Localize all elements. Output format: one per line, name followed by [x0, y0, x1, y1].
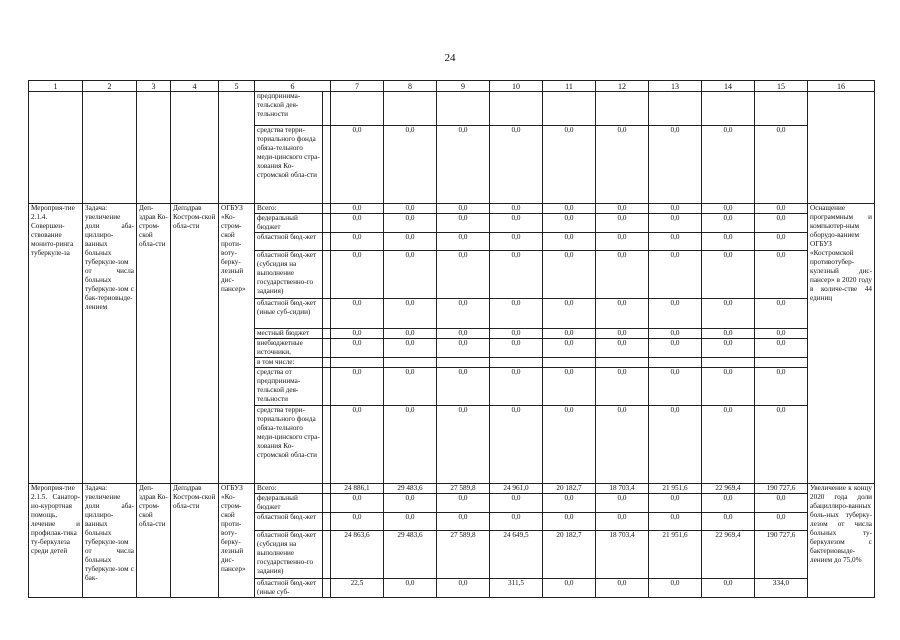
- amount-cell: 0,0: [384, 233, 437, 251]
- amount-cell: [437, 358, 490, 368]
- amount-cell: 0,0: [649, 513, 702, 531]
- amount-cell: 0,0: [437, 513, 490, 531]
- amount-cell: [490, 358, 543, 368]
- amount-cell: 0,0: [490, 251, 543, 299]
- amount-cell: 0,0: [755, 513, 808, 531]
- amount-cell: 0,0: [649, 299, 702, 329]
- column-number: 4: [171, 81, 219, 92]
- amount-cell: 0,0: [596, 494, 649, 513]
- amount-cell: 0,0: [331, 204, 384, 214]
- amount-cell: 0,0: [490, 204, 543, 214]
- amount-cell: 0,0: [490, 368, 543, 406]
- amount-cell: 0,0: [649, 406, 702, 484]
- measure-name: Мероприя-тие 2.1.4. Совершен-ствование монито-ринга туберкуле-за: [29, 204, 83, 484]
- amount-cell: 334,0: [755, 579, 808, 598]
- funding-source: областной бюд-жет (иные суб-сидии): [255, 299, 323, 329]
- amount-cell: 0,0: [437, 126, 490, 204]
- amount-cell: 0,0: [755, 299, 808, 329]
- amount-cell: 0,0: [331, 214, 384, 233]
- amount-cell: 190 727,6: [755, 531, 808, 579]
- amount-cell: [702, 92, 755, 126]
- measure-name: Мероприя-тие 2.1.5. Санатор-но-курортная помощь, лечение и профилак-тика ту-беркулеза среди детей: [29, 484, 83, 598]
- expected-result: [808, 92, 875, 204]
- amount-cell: 0,0: [755, 251, 808, 299]
- amount-cell: 0,0: [702, 494, 755, 513]
- amount-cell: 0,0: [702, 233, 755, 251]
- column-number: 8: [384, 81, 437, 92]
- task-description: [83, 92, 137, 204]
- amount-cell: 0,0: [596, 406, 649, 484]
- funding-source: местный бюджет: [255, 329, 323, 339]
- spacer-cell: [323, 329, 331, 339]
- amount-cell: 0,0: [596, 126, 649, 204]
- amount-cell: 0,0: [331, 233, 384, 251]
- amount-cell: [543, 92, 596, 126]
- table-row: [29, 484, 875, 494]
- amount-cell: 0,0: [755, 126, 808, 204]
- amount-cell: 0,0: [543, 579, 596, 598]
- amount-cell: 0,0: [384, 513, 437, 531]
- amount-cell: 0,0: [437, 579, 490, 598]
- funding-source: средства от предпринима-тельской дея-тельности: [255, 368, 323, 406]
- spacer-cell: [323, 494, 331, 513]
- amount-cell: 0,0: [755, 204, 808, 214]
- amount-cell: 0,0: [384, 406, 437, 484]
- column-number: 14: [702, 81, 755, 92]
- participant: ОГБУЗ «Ко-стром-ской проти-воту-берку-лезный дис-пансер»: [219, 204, 255, 484]
- funding-source: федеральный бюджет: [255, 214, 323, 233]
- co-executor: Депздрав Костром-ской обла-сти: [171, 204, 219, 484]
- amount-cell: [490, 92, 543, 126]
- task-description: Задача: увеличение доли аба-циллиро-ванных больных туберкуле-зом от числа больных туберкуле-зом с бак-: [83, 484, 137, 598]
- amount-cell: 0,0: [755, 494, 808, 513]
- amount-cell: [649, 92, 702, 126]
- amount-cell: 0,0: [331, 513, 384, 531]
- column-number: 3: [137, 81, 171, 92]
- amount-cell: 0,0: [490, 494, 543, 513]
- amount-cell: 0,0: [702, 214, 755, 233]
- amount-cell: 0,0: [437, 251, 490, 299]
- table-row: [29, 204, 875, 214]
- amount-cell: 0,0: [702, 339, 755, 358]
- amount-cell: 0,0: [596, 579, 649, 598]
- amount-cell: 27 589,8: [437, 531, 490, 579]
- amount-cell: 0,0: [437, 214, 490, 233]
- amount-cell: 0,0: [649, 368, 702, 406]
- amount-cell: 22,5: [331, 579, 384, 598]
- amount-cell: 22 969,4: [702, 484, 755, 494]
- co-executor: [171, 92, 219, 204]
- amount-cell: 24 863,6: [331, 531, 384, 579]
- responsible-executor: Деп-здрав Ко-стром-ской обла-сти: [137, 204, 171, 484]
- amount-cell: 27 589,8: [437, 484, 490, 494]
- amount-cell: 22 969,4: [702, 531, 755, 579]
- amount-cell: 0,0: [702, 299, 755, 329]
- column-number: 16: [808, 81, 875, 92]
- amount-cell: 0,0: [702, 579, 755, 598]
- amount-cell: 0,0: [755, 233, 808, 251]
- amount-cell: 0,0: [437, 233, 490, 251]
- spacer-cell: [323, 358, 331, 368]
- funding-source: внебюджетные источники,: [255, 339, 323, 358]
- column-number: 5: [219, 81, 255, 92]
- amount-cell: 0,0: [331, 339, 384, 358]
- amount-cell: 0,0: [649, 204, 702, 214]
- amount-cell: 0,0: [384, 579, 437, 598]
- amount-cell: 0,0: [437, 204, 490, 214]
- amount-cell: 0,0: [490, 126, 543, 204]
- column-number: 1: [29, 81, 83, 92]
- amount-cell: [596, 358, 649, 368]
- amount-cell: 0,0: [384, 368, 437, 406]
- amount-cell: 0,0: [437, 406, 490, 484]
- amount-cell: 0,0: [755, 339, 808, 358]
- amount-cell: 0,0: [331, 299, 384, 329]
- amount-cell: 0,0: [702, 368, 755, 406]
- amount-cell: 0,0: [543, 251, 596, 299]
- spacer-cell: [323, 214, 331, 233]
- budget-table: [28, 80, 875, 598]
- spacer-cell: [323, 484, 331, 494]
- amount-cell: 0,0: [331, 368, 384, 406]
- amount-cell: 190 727,6: [755, 484, 808, 494]
- amount-cell: 0,0: [490, 329, 543, 339]
- amount-cell: 0,0: [543, 329, 596, 339]
- funding-source: предпринима-тельской дея-тельности: [255, 92, 323, 126]
- amount-cell: 0,0: [702, 126, 755, 204]
- amount-cell: 0,0: [331, 406, 384, 484]
- spacer-cell: [323, 368, 331, 406]
- amount-cell: [384, 358, 437, 368]
- participant: ОГБУЗ «Ко-стром-ской проти-воту-берку-лезный дис-пансер»: [219, 484, 255, 598]
- amount-cell: 0,0: [543, 513, 596, 531]
- task-description: Задача: увеличение доли аба-циллиро-ванных больных туберкуле-зом от числа больных туберкуле-зом с бак-териовыде-лением: [83, 204, 137, 484]
- amount-cell: 0,0: [384, 494, 437, 513]
- amount-cell: 0,0: [755, 406, 808, 484]
- table-row: [29, 92, 875, 126]
- amount-cell: 0,0: [384, 299, 437, 329]
- column-number: 11: [543, 81, 596, 92]
- spacer-cell: [323, 233, 331, 251]
- amount-cell: 0,0: [543, 368, 596, 406]
- amount-cell: 29 483,6: [384, 531, 437, 579]
- column-number: 12: [596, 81, 649, 92]
- amount-cell: 0,0: [331, 329, 384, 339]
- funding-source: областной бюд-жет: [255, 513, 323, 531]
- amount-cell: 24 961,0: [490, 484, 543, 494]
- amount-cell: 0,0: [702, 406, 755, 484]
- spacer-cell: [323, 406, 331, 484]
- amount-cell: 0,0: [649, 329, 702, 339]
- amount-cell: 24 649,5: [490, 531, 543, 579]
- amount-cell: 0,0: [649, 233, 702, 251]
- column-number: 15: [755, 81, 808, 92]
- amount-cell: 311,5: [490, 579, 543, 598]
- amount-cell: 0,0: [384, 329, 437, 339]
- amount-cell: 0,0: [490, 406, 543, 484]
- amount-cell: 21 951,6: [649, 484, 702, 494]
- amount-cell: 0,0: [437, 494, 490, 513]
- amount-cell: 0,0: [649, 579, 702, 598]
- amount-cell: 20 182,7: [543, 484, 596, 494]
- funding-source: в том числе:: [255, 358, 323, 368]
- amount-cell: 0,0: [490, 339, 543, 358]
- amount-cell: [596, 92, 649, 126]
- amount-cell: 0,0: [596, 204, 649, 214]
- amount-cell: 0,0: [490, 299, 543, 329]
- spacer-cell: [323, 204, 331, 214]
- amount-cell: 0,0: [543, 204, 596, 214]
- spacer-cell: [323, 251, 331, 299]
- funding-source: Всего:: [255, 484, 323, 494]
- amount-cell: 0,0: [755, 329, 808, 339]
- funding-source: федеральный бюджет: [255, 494, 323, 513]
- amount-cell: 0,0: [490, 513, 543, 531]
- amount-cell: [755, 358, 808, 368]
- amount-cell: 0,0: [543, 299, 596, 329]
- column-number: 2: [83, 81, 137, 92]
- amount-cell: [331, 358, 384, 368]
- amount-cell: 0,0: [755, 368, 808, 406]
- expected-result: Увеличение к концу 2020 года доли абациллиро-ванных боль-ных туберку-лезом от числа больных ту-беркулезом с бактериовыде-лением до 75,0%: [808, 484, 875, 598]
- amount-cell: 18 703,4: [596, 484, 649, 494]
- amount-cell: 0,0: [331, 126, 384, 204]
- amount-cell: [331, 92, 384, 126]
- funding-source: областной бюд-жет (субсидия на выполнение государственно-го задания): [255, 531, 323, 579]
- amount-cell: 0,0: [384, 339, 437, 358]
- amount-cell: 0,0: [596, 233, 649, 251]
- amount-cell: 0,0: [490, 214, 543, 233]
- amount-cell: 0,0: [437, 368, 490, 406]
- amount-cell: [649, 358, 702, 368]
- spacer-cell: [323, 299, 331, 329]
- amount-cell: [702, 358, 755, 368]
- amount-cell: 0,0: [384, 214, 437, 233]
- amount-cell: [543, 358, 596, 368]
- amount-cell: 0,0: [596, 214, 649, 233]
- amount-cell: 0,0: [543, 494, 596, 513]
- column-number: 9: [437, 81, 490, 92]
- column-numbers-row: [29, 81, 875, 92]
- amount-cell: 0,0: [490, 233, 543, 251]
- spacer-cell: [323, 339, 331, 358]
- amount-cell: 20 182,7: [543, 531, 596, 579]
- amount-cell: 21 951,6: [649, 531, 702, 579]
- participant: [219, 92, 255, 204]
- funding-source: средства терри-ториального фонда обяза-тельного меди-цинского стра-хования Ко-стромской обла-сти: [255, 126, 323, 204]
- column-number: 7: [331, 81, 384, 92]
- funding-source: областной бюд-жет (иные суб-: [255, 579, 323, 598]
- spacer-cell: [323, 92, 331, 126]
- amount-cell: 29 483,6: [384, 484, 437, 494]
- spacer-cell: [323, 531, 331, 579]
- amount-cell: 0,0: [596, 513, 649, 531]
- amount-cell: 0,0: [331, 251, 384, 299]
- column-number: 6: [255, 81, 331, 92]
- amount-cell: 0,0: [649, 126, 702, 204]
- measure-name: [29, 92, 83, 204]
- responsible-executor: Деп-здрав Ко-стром-ской обла-сти: [137, 484, 171, 598]
- page-number: 24: [444, 52, 456, 64]
- amount-cell: 0,0: [437, 339, 490, 358]
- amount-cell: 0,0: [596, 329, 649, 339]
- amount-cell: 0,0: [649, 214, 702, 233]
- amount-cell: 18 703,4: [596, 531, 649, 579]
- amount-cell: 0,0: [649, 339, 702, 358]
- amount-cell: 0,0: [702, 251, 755, 299]
- column-number: 10: [490, 81, 543, 92]
- amount-cell: 0,0: [702, 513, 755, 531]
- responsible-executor: [137, 92, 171, 204]
- co-executor: Депздрав Костром-ской обла-сти: [171, 484, 219, 598]
- amount-cell: 0,0: [543, 406, 596, 484]
- amount-cell: 0,0: [702, 204, 755, 214]
- spacer-cell: [323, 513, 331, 531]
- expected-result: Оснащение программным и компьютер-ным оборудо-ванием ОГБУЗ «Костромской противотубер-кулезный дис-пансер» в 2020 году в количе-стве 44 единиц: [808, 204, 875, 484]
- funding-source: областной бюд-жет: [255, 233, 323, 251]
- amount-cell: 0,0: [384, 204, 437, 214]
- amount-cell: 0,0: [543, 339, 596, 358]
- spacer-cell: [323, 579, 331, 598]
- amount-cell: 0,0: [543, 214, 596, 233]
- amount-cell: 0,0: [596, 368, 649, 406]
- amount-cell: 0,0: [649, 251, 702, 299]
- amount-cell: 0,0: [543, 233, 596, 251]
- amount-cell: [384, 92, 437, 126]
- amount-cell: 0,0: [543, 126, 596, 204]
- amount-cell: 0,0: [702, 329, 755, 339]
- column-number: 13: [649, 81, 702, 92]
- amount-cell: 0,0: [437, 329, 490, 339]
- funding-source: областной бюд-жет (субсидия на выполнение государственно-го задания): [255, 251, 323, 299]
- amount-cell: 0,0: [384, 126, 437, 204]
- funding-source: средства терри-ториального фонда обяза-тельного меди-цинского стра-хования Ко-стромской обла-сти: [255, 406, 323, 484]
- amount-cell: 24 886,1: [331, 484, 384, 494]
- amount-cell: 0,0: [596, 251, 649, 299]
- amount-cell: 0,0: [596, 339, 649, 358]
- amount-cell: 0,0: [437, 299, 490, 329]
- amount-cell: 0,0: [331, 494, 384, 513]
- amount-cell: [437, 92, 490, 126]
- amount-cell: 0,0: [384, 251, 437, 299]
- spacer-cell: [323, 126, 331, 204]
- funding-source: Всего:: [255, 204, 323, 214]
- amount-cell: 0,0: [596, 299, 649, 329]
- amount-cell: 0,0: [755, 214, 808, 233]
- amount-cell: 0,0: [649, 494, 702, 513]
- amount-cell: [755, 92, 808, 126]
